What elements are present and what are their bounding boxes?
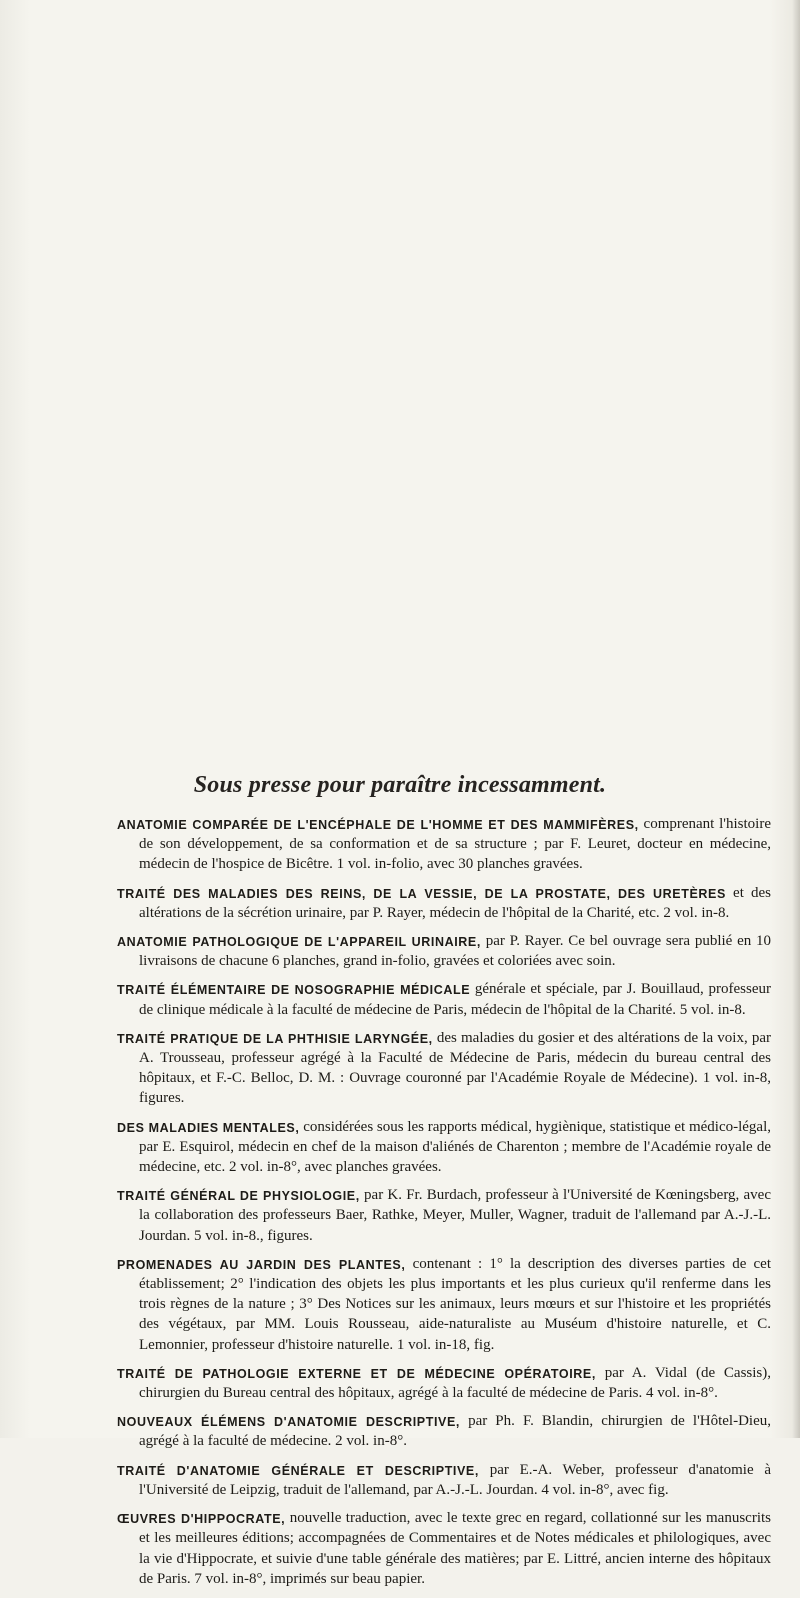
entry-description: générale et spéciale, par J. Bouillaud, professeur de clinique médicale à la faculté de médecine de Paris, médecin de l'hôpital de la Charité. 5 vol. in-8. [139,981,771,1018]
entry-description: considérées sous les rapports médical, hygiènique, statistique et médico-légal, par E. Esquirol, médecin en chef de la maison d'aliénés de Charenton ; membre de l'Académie royale de médecine, etc. 2 vol. in-8°, avec planches gravées. [139,1118,772,1176]
entry-description: par P. Rayer. Ce bel ouvrage sera publié en 10 livraisons de chacune 6 planches, grand in-folio, gravées et coloriées avec soin. [139,933,771,970]
catalogue-entry [117,815,771,876]
entry-description: par E.-A. Weber, professeur d'anatomie à l'Université de Leipzig, traduit de l'allemand, par A.-J.-L. Jourdan. 4 vol. in-8°, avec fig. [139,1461,772,1498]
catalogue-entry [117,1255,771,1356]
entry-description: par A. Vidal (de Cassis), chirurgien du Bureau central des hôpitaux, agrégé à la faculté de médecine de Paris. 4 vol. in-8°. [139,1364,772,1402]
entry-title: TRAITÉ GÉNÉRAL DE PHYSIOLOGIE, [117,1189,360,1204]
catalogue-list [117,815,771,1598]
catalogue-entry [117,1412,771,1452]
catalogue-entry [117,1509,771,1590]
catalogue-entry [117,884,771,924]
entry-description: par K. Fr. Burdach, professeur à l'Université de Kœningsberg, avec la collaboration des professeurs Baer, Rathke, Meyer, Muller, Wagner, traduit de l'allemand par A.-J.-L. Jourdan. 5 vol. in-8., figures. [139,1187,771,1244]
entry-title: DES MALADIES MENTALES, [117,1120,300,1135]
catalogue-entry [117,1118,771,1179]
entry-description: par Ph. F. Blandin, chirurgien de l'Hôtel-Dieu, agrégé à la faculté de médecine. 2 vol. in-8°. [139,1413,771,1450]
catalogue-entry [117,980,771,1020]
page-edge-shadow [792,0,800,1438]
entry-title: ŒUVRES D'HIPPOCRATE, [117,1512,286,1527]
entry-title: NOUVEAUX ÉLÉMENS D'ANATOMIE DESCRIPTIVE, [117,1415,460,1430]
entry-title: TRAITÉ PRATIQUE DE LA PHTHISIE LARYNGÉE, [117,1031,433,1046]
catalogue-entry [117,1461,771,1501]
catalogue-entry [117,1186,771,1247]
entry-title: TRAITÉ ÉLÉMENTAIRE DE NOSOGRAPHIE MÉDICALE [117,983,471,998]
entry-description: contenant : 1° la description des diverses parties de cet établissement; 2° l'indication des objets les plus importants et les plus curieux qu'il renferme dans les trois règnes de la nature ; 3° Des Notices sur les animaux, leurs mœurs et sur l'histoire et les propriétés des végétaux, par MM. Louis Rousseau, aide-naturaliste au Muséum d'histoire naturelle, et C. Lemonnier, professeur d'histoire naturelle. 1 vol. in-18, fig. [139,1255,772,1353]
entry-title: ANATOMIE COMPARÉE DE L'ENCÉPHALE DE L'HOMME ET DES MAMMIFÈRES, [117,818,639,832]
entry-title: TRAITÉ D'ANATOMIE GÉNÉRALE ET DESCRIPTIVE, [117,1463,479,1478]
entry-title: ANATOMIE PATHOLOGIQUE DE L'APPAREIL URINAIRE, [117,935,481,950]
catalogue-entry [117,932,771,972]
entry-description: nouvelle traduction, avec le texte grec en regard, collationné sur les manuscrits et les meilleures éditions; accompagnées de Commentaires et de Notes médicales et philologiques, avec la vie d'Hippocrate, et suivie d'une table générale des matières; par E. Littré, ancien interne des hôpitaux de Paris. 7 vol. in-8°, imprimés sur beau papier. [139,1510,771,1587]
page-heading: Sous presse pour paraître incessamment. [193,772,607,798]
entry-description: comprenant l'histoire de son développement, de sa conformation et de sa structure ; par F. Leuret, docteur en médecine, médecin de l'hospice de Bicêtre. 1 vol. in-folio, avec 30 planches gravées. [139,816,771,873]
entry-description: et des altérations de la sécrétion urinaire, par P. Rayer, médecin de l'hôpital de la Charité, etc. 2 vol. in-8. [139,884,772,921]
catalogue-entry [117,1029,771,1110]
catalogue-entry [117,1364,771,1404]
entry-title: TRAITÉ DES MALADIES DES REINS, DE LA VESSIE, DE LA PROSTATE, DES URETÈRES [117,886,726,901]
entry-title: TRAITÉ DE PATHOLOGIE EXTERNE ET DE MÉDECINE OPÉRATOIRE, [117,1366,596,1381]
entry-description: des maladies du gosier et des altérations de la voix, par A. Trousseau, professeur agrégé à la Faculté de Médecine de Paris, médecin du bureau central des hôpitaux, et F.-C. Belloc, D. M. : Ouvrage couronné par l'Académie Royale de Médecine). 1 vol. in-8, figures. [139,1029,771,1107]
entry-title: PROMENADES AU JARDIN DES PLANTES, [117,1257,406,1272]
